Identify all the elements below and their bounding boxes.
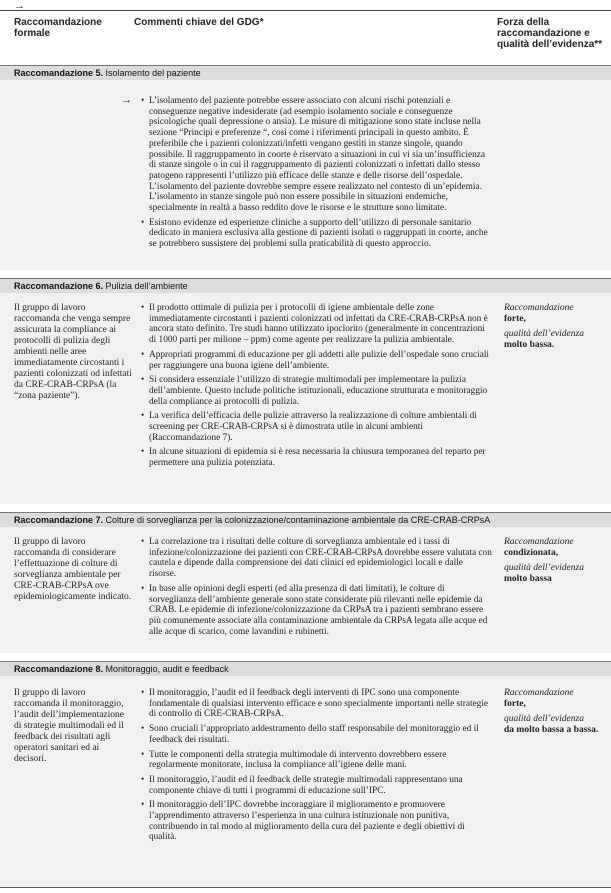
- continuation-arrow-icon: →: [14, 0, 25, 12]
- comment-bullet: • In alcune situazioni di epidemia si è resa necessaria la chiusura temporanea del reparto per permettere una pulizia potenziata.: [141, 447, 492, 468]
- section-title: Pulizia dell’ambiente: [105, 281, 188, 291]
- comment-bullet: • La verifica dell’efficacia delle pulizie attraverso la realizzazione di colture ambientali di screening per CRE-CRAB-CRPsA si è dimostrata utile in alcuni ambienti (Raccomandazione 7).: [141, 411, 492, 443]
- section-number: Raccomandazione 6.: [14, 281, 104, 291]
- section-title: Monitoraggio, audit e feedback: [105, 664, 229, 674]
- section-6-heading: [0, 278, 611, 293]
- strength-label: Raccomandazione: [504, 688, 574, 698]
- table-bottom-rule: [0, 887, 611, 888]
- quality-label: qualità dell’evidenza: [504, 714, 584, 724]
- strength-value: forte,: [504, 314, 526, 324]
- section-7-comments: [141, 537, 492, 641]
- strength-value: condizionata,: [504, 548, 559, 558]
- header-gdg-comments: Commenti chiave del GDG*: [134, 17, 264, 28]
- quality-value: molto bassa.: [504, 340, 555, 350]
- comment-bullet: • Il monitoraggio, l’audit ed il feedback degli interventi di IPC sono una componente fondamentale di qualsiasi intervento efficace e sono specialmente importanti nelle strategie di controllo di CRE-CRAB-CRPsA.: [141, 688, 492, 720]
- section-5-comments: [141, 96, 492, 254]
- comment-bullet: • Tutte le componenti della strategia multimodale di intervento dovrebbero essere regolarmente monitorate, inclusa la compliance all’igiene delle mani.: [141, 750, 492, 771]
- table-header: [0, 10, 611, 63]
- section-8-recommendation: Il gruppo di lavoro raccomanda il monitoraggio, l’audit dell’implementazione di strategie multimodali ed il feedback dei risultati agli operatori sanitari ed ai decisori.: [14, 688, 125, 764]
- comment-bullet: • Sono cruciali l’appropriato addestramento dello staff responsabile del monitoraggio ed il feedback dei risultati.: [141, 724, 492, 745]
- section-6-comments: [141, 303, 492, 473]
- comment-bullet: • Esistono evidenze ed esperienze cliniche a supporto dell’utilizzo di personale sanitario dedicato in maniera esclusiva alla gestione di pazienti isolati o raggruppati in coorte, anche se potrebbero sussistere dei problemi sulla praticabilità di questo approccio.: [141, 218, 492, 250]
- section-number: Raccomandazione 5.: [14, 68, 104, 78]
- strength-label: Raccomandazione: [504, 537, 574, 547]
- comment-bullet: • Appropriati programmi di educazione per gli addetti alle pulizie dell’ospedale sono cruciali per raggiungere una buona igiene dell’ambiente.: [141, 350, 492, 371]
- section-7-recommendation: Il gruppo di lavoro raccomanda di considerare l’effettuazione di colture di sorveglianza ambientale per CRE-CRAB-CRPsA ove epidemiologicamente indicato.: [14, 537, 132, 602]
- section-8-comments: [141, 688, 492, 847]
- comment-bullet: • Si considera essenziale l’utilizzo di strategie multimodali per implementare la pulizia dell’ambiente. Questo include politiche istituzionali, educazione strutturata e monitoraggio della compliance ai protocolli di pulizia.: [141, 375, 492, 407]
- section-number: Raccomandazione 8.: [14, 664, 104, 674]
- quality-value: da molto bassa a bassa.: [504, 725, 599, 735]
- section-7-strength: [504, 537, 604, 585]
- section-title: Colture di sorveglianza per la colonizzazione/contaminazione ambientale da CRE-CRAB-CRPsA: [105, 515, 491, 525]
- quality-label: qualità dell’evidenza: [504, 329, 584, 339]
- section-6-strength: [504, 303, 604, 351]
- comment-bullet: • L’isolamento del paziente potrebbe essere associato con alcuni rischi potenziali e conseguenze negative indesiderate (ad esempio isolamento sociale e conseguenze psicologiche quali depressione o ansia). Le misure di mitigazione sono state incluse nella sezione “Principi e preferenze “, così come i riferimenti principali in questo ambito. È preferibile che i pazienti colonizzati/infetti vengano gestiti in stanze singole, quando possibile. Il raggruppamento in coorte è riservato a situazioni in cui vi sia un’insufficienza di stanze singole o in cui il raggruppamento di pazienti colonizzati o infettati dallo stesso patogeno rappresenti l’utilizzo più efficace delle stanze e delle risorse dell’ospedale. L’isolamento del paziente dovrebbe sempre essere realizzato nel contesto di un’epidemia. L’isolamento in stanze singole può non essere possibile in situazioni endemiche, specialmente in realtà a basso reddito dove le risorse e le strutture sono limitate.: [141, 96, 492, 214]
- quality-label: qualità dell’evidenza: [504, 563, 584, 573]
- section-8-heading: [0, 661, 611, 676]
- comment-bullet: • La correlazione tra i risultati delle colture di sorveglianza ambientale ed i tassi di infezione/colonizzazione dei pazienti con CRE-CRAB-CRPsA dovrebbe essere valutata con cautela e dipende dalla comprensione dei dati clinici ed epidemiologici locali e dalle risorse.: [141, 537, 492, 580]
- comment-bullet: • In base alle opinioni degli esperti (ed alla presenza di dati limitati), le colture di sorveglianza dell’ambiente generale sono state considerate più rilevanti nelle epidemie da CRAB. Le epidemie di infezione/colonizzazione da CRPsA tra i pazienti sembrano essere più comunemente associate alla contaminazione ambientale da CRPsA legata alle acque ed alle acque di scarico, come lavandini e rubinetti.: [141, 584, 492, 638]
- section-6-recommendation: Il gruppo di lavoro raccomanda che venga sempre assicurata la compliance ai protocolli di pulizia degli ambienti nelle aree immediatamente circostanti i pazienti colonizzati od infettati da CRE-CRAB-CRPsA (la “zona paziente”).: [14, 303, 132, 401]
- strength-label: Raccomandazione: [504, 303, 574, 313]
- section-7-heading: [0, 512, 611, 527]
- section-title: Isolamento del paziente: [105, 68, 201, 78]
- strength-value: forte,: [504, 699, 526, 709]
- comment-bullet: • Il monitoraggio dell’IPC dovrebbe incoraggiare il miglioramento e promuovere l’apprendimento attraverso l’esperienza in una cultura istituzionale non punitiva, contribuendo in tal modo al miglioramento della cura del paziente e degli obiettivi di qualità.: [141, 800, 492, 843]
- continuation-arrow-icon: →: [121, 94, 132, 106]
- comment-bullet: • Il prodotto ottimale di pulizia per i protocolli di igiene ambientale delle zone immediatamente circostanti i pazienti colonizzati od infettati da CRE-CRAB-CRPsA non è ancora stato definito. Tre studi hanno utilizzato ipoclorito (generalmente in concentrazioni di 1000 parti per milione – ppm) come agente per realizzare la pulizia ambientale.: [141, 303, 492, 346]
- header-formal-recommendation: Raccomandazione formale: [14, 17, 102, 39]
- quality-value: molto bassa: [504, 574, 552, 584]
- section-5-heading: [0, 65, 611, 80]
- section-8-strength: [504, 688, 604, 736]
- comment-bullet: • Il monitoraggio, l’audit ed il feedback delle strategie multimodali rappresentano una componente chiave di tutti i programmi di educazione sull’IPC.: [141, 775, 492, 796]
- header-strength-quality: Forza della raccomandazione e qualità dell’evidenza**: [497, 17, 603, 50]
- section-number: Raccomandazione 7.: [14, 515, 104, 525]
